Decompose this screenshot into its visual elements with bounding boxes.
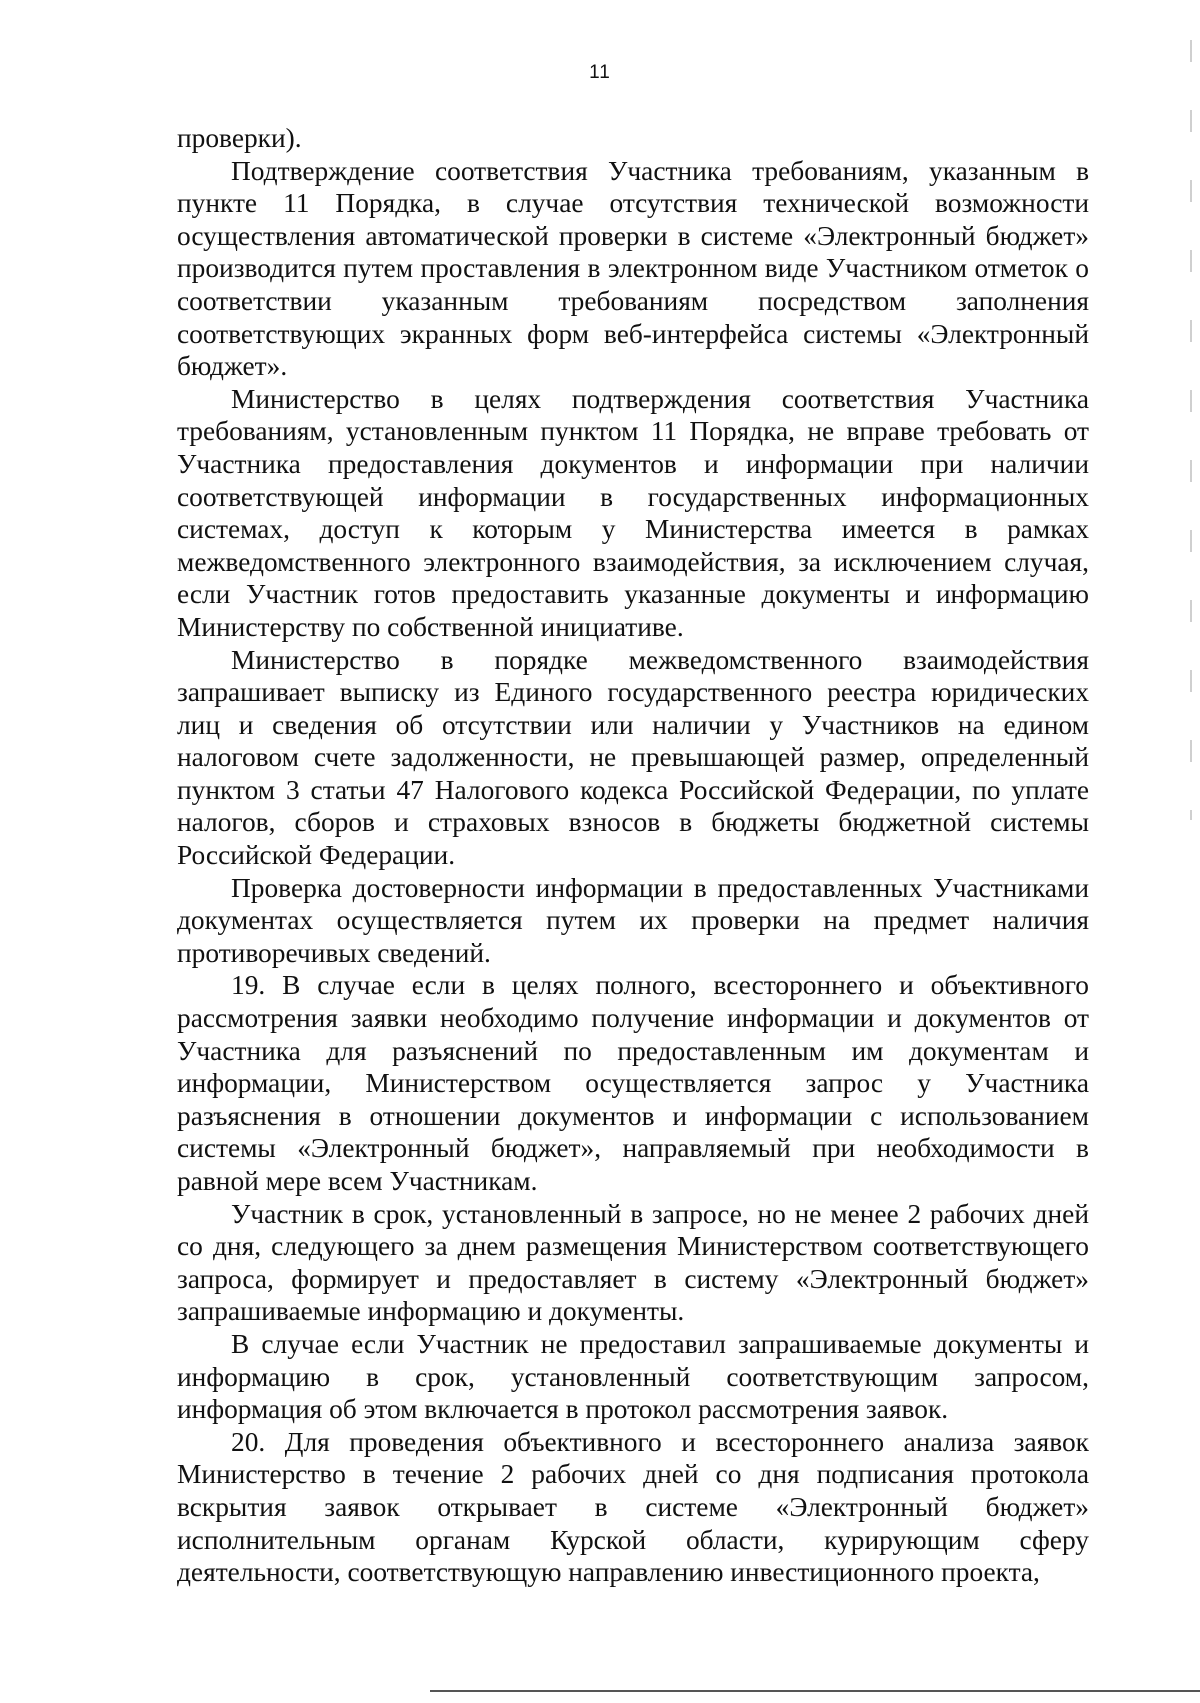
paragraph-4: Проверка достоверности информации в предоставленных Участниками документах осуществляется путем их проверки на предмет наличия противоречивых сведений. <box>177 872 1089 968</box>
paragraph-0: проверки). <box>177 123 302 153</box>
page-number: 11 <box>589 62 611 83</box>
document-body <box>177 122 1089 1589</box>
paragraph-2: Министерство в целях подтверждения соответствия Участника требованиям, установленным пунктом 11 Порядка, не вправе требовать от Участника предоставления документов и информации при наличии соответствующей информации в государственных информационных системах, доступ к которым у Министерства имеется в рамках межведомственного электронного взаимодействия, за исключением случая, если Участник готов предоставить указанные документы и информацию Министерству по собственной инициативе. <box>177 383 1089 642</box>
paragraph-8: 20. Для проведения объективного и всестороннего анализа заявок Министерство в течение 2 рабочих дней со дня подписания протокола вскрытия заявок открывает в системе «Электронный бюджет» исполнительным органам Курской области, курирующим сферу деятельности, соответствующую направлению инвестиционного проекта, <box>177 1426 1089 1588</box>
paragraph-6: Участник в срок, установленный в запросе, но не менее 2 рабочих дней со дня, следующего за днем размещения Министерством соответствующего запроса, формирует и предоставляет в систему «Электронный бюджет» запрашиваемые информацию и документы. <box>177 1198 1089 1327</box>
paragraph-3: Министерство в порядке межведомственного взаимодействия запрашивает выписку из Единого государственного реестра юридических лиц и сведения об отсутствии или наличии у Участников на едином налоговом счете задолженности, не превышающей размер, определенный пунктом 3 статьи 47 Налогового кодекса Российской Федерации, по уплате налогов, сборов и страховых взносов в бюджеты бюджетной системы Российской Федерации. <box>177 644 1089 871</box>
paragraph-5: 19. В случае если в целях полного, всестороннего и объективного рассмотрения заявки необходимо получение информации и документов от Участника для разъяснений по предоставленным им документам и информации, Министерством осуществляется запрос у Участника разъяснения в отношении документов и информации с использованием системы «Электронный бюджет», направляемый при необходимости в равной мере всем Участникам. <box>177 970 1089 1196</box>
paragraph-1: Подтверждение соответствия Участника требованиям, указанным в пункте 11 Порядка, в случае отсутствия технической возможности осуществления автоматической проверки в системе «Электронный бюджет» производится путем проставления в электронном виде Участником отметок о соответствии указанным требованиям посредством заполнения соответствующих экранных форм веб-интерфейса системы «Электронный бюджет». <box>177 155 1089 382</box>
bottom-rule <box>430 1690 1200 1692</box>
scan-edge-artifact <box>1190 40 1192 820</box>
paragraph-7: В случае если Участник не предоставил запрашиваемые документы и информацию в срок, установленный соответствующим запросом, информация об этом включается в протокол рассмотрения заявок. <box>177 1328 1089 1425</box>
